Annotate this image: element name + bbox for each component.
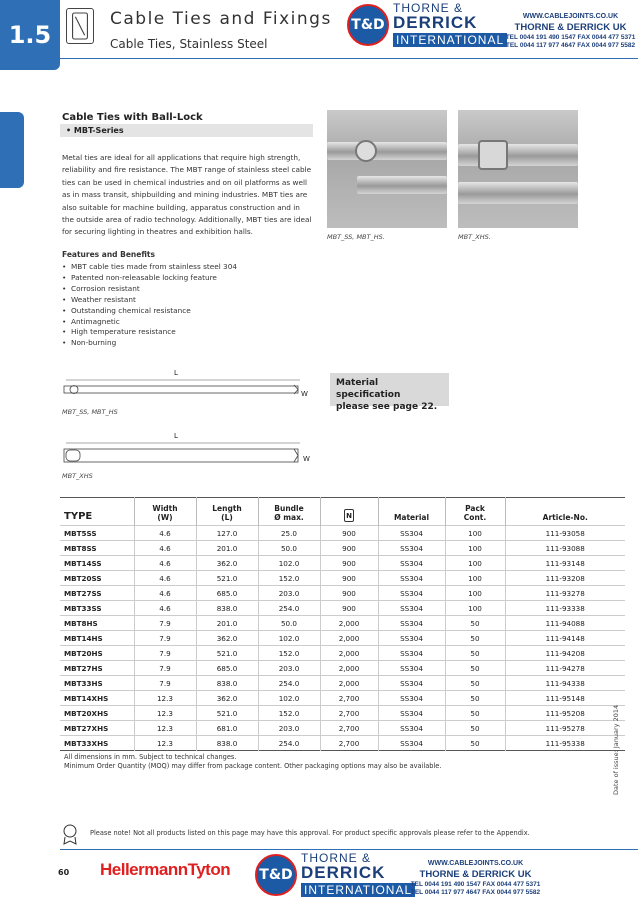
table-cell: 838.0: [196, 601, 258, 616]
table-cell: 100: [445, 601, 505, 616]
table-cell: SS304: [378, 571, 445, 586]
table-row: [60, 541, 625, 556]
feature-item: • Antimagnetic: [62, 317, 312, 328]
thorne-derrick-logo: [347, 2, 507, 47]
footer-contact-block: [408, 860, 543, 897]
footer-tel-line-1: TEL 0044 191 490 1547 FAX 0044 477 5371: [410, 880, 541, 888]
col-bundle: Bundle Ø max.: [258, 498, 320, 526]
drawing2-length-label: L: [174, 432, 178, 440]
table-cell: 111-94278: [505, 661, 625, 676]
table-cell: 203.0: [258, 586, 320, 601]
table-row: [60, 616, 625, 631]
table-header-row: [60, 498, 625, 526]
table-cell: MBT27HS: [60, 661, 134, 676]
feature-item: • Non-burning: [62, 338, 312, 349]
table-notes: [64, 753, 441, 771]
table-cell: MBT5SS: [60, 526, 134, 541]
table-cell: 111-93148: [505, 556, 625, 571]
table-cell: 50: [445, 736, 505, 751]
footer-logo-line-2: DERRICK: [301, 863, 386, 882]
table-cell: 50: [445, 676, 505, 691]
section-number: 1.5: [0, 0, 60, 70]
table-cell: 2,000: [320, 676, 378, 691]
note-dimensions: All dimensions in mm. Subject to technical changes.: [64, 753, 237, 761]
table-cell: 900: [320, 556, 378, 571]
product-description: Metal ties are ideal for all applications that require high strength, reliability and fire resistance. The MBT range of stainless steel cable ties can be used in chemical industries and on oil platforms as well as in mass transit, shipbuilding and mining industries. MBT ties are also suitable for machine building, apparatus construction and in the outside area of radio technology. Additionally, MBT ties are ideal for securing lighting in theatres and exhibition halls.: [62, 153, 312, 237]
company-name: THORNE & DERRICK UK: [514, 21, 627, 33]
table-cell: 50.0: [258, 616, 320, 631]
table-cell: 100: [445, 526, 505, 541]
table-cell: 152.0: [258, 706, 320, 721]
table-cell: 201.0: [196, 616, 258, 631]
table-row: [60, 736, 625, 751]
table-cell: 50: [445, 691, 505, 706]
table-cell: 111-95208: [505, 706, 625, 721]
table-cell: SS304: [378, 676, 445, 691]
table-cell: 900: [320, 541, 378, 556]
table-cell: SS304: [378, 691, 445, 706]
table-cell: 102.0: [258, 631, 320, 646]
table-row: [60, 661, 625, 676]
table-cell: 362.0: [196, 691, 258, 706]
hellermanntyton-logo: HellermannTyton: [100, 860, 231, 879]
table-cell: MBT33SS: [60, 601, 134, 616]
table-cell: 12.3: [134, 736, 196, 751]
table-cell: 50: [445, 706, 505, 721]
table-cell: MBT14SS: [60, 556, 134, 571]
table-cell: MBT20XHS: [60, 706, 134, 721]
footer-website-link[interactable]: WWW.CABLEJOINTS.CO.UK: [427, 860, 524, 867]
cable-tie-icon: [66, 8, 94, 44]
feature-item: • MBT cable ties made from stainless steel 304: [62, 262, 312, 273]
table-cell: 2,700: [320, 736, 378, 751]
table-cell: MBT33XHS: [60, 736, 134, 751]
footer-logo-line-3: INTERNATIONAL: [301, 883, 415, 897]
table-cell: 111-95278: [505, 721, 625, 736]
table-cell: 201.0: [196, 541, 258, 556]
feature-item: • Patented non-releasable locking feature: [62, 273, 312, 284]
table-cell: 685.0: [196, 586, 258, 601]
table-row: [60, 571, 625, 586]
table-cell: 203.0: [258, 721, 320, 736]
footer-td-logo-mark: T&D: [255, 854, 297, 896]
table-cell: 111-94088: [505, 616, 625, 631]
table-cell: 111-94148: [505, 631, 625, 646]
features-heading: Features and Benefits: [62, 250, 155, 259]
photo-caption-1: MBT_SS, MBT_HS.: [327, 233, 385, 241]
table-cell: 111-94208: [505, 646, 625, 661]
table-cell: 900: [320, 586, 378, 601]
table-cell: 254.0: [258, 676, 320, 691]
col-article: Article-No.: [505, 498, 625, 526]
table-cell: 102.0: [258, 691, 320, 706]
table-cell: 521.0: [196, 646, 258, 661]
table-cell: SS304: [378, 736, 445, 751]
table-cell: 4.6: [134, 541, 196, 556]
table-cell: 25.0: [258, 526, 320, 541]
table-cell: MBT20SS: [60, 571, 134, 586]
tel-line-2: TEL 0044 117 977 4647 FAX 0044 977 5582: [505, 41, 636, 49]
table-cell: SS304: [378, 661, 445, 676]
table-cell: 111-94338: [505, 676, 625, 691]
feature-item: • High temperature resistance: [62, 327, 312, 338]
approval-badge-icon: [60, 823, 80, 845]
table-cell: 111-93278: [505, 586, 625, 601]
spec-table: [60, 497, 625, 751]
side-tab-marker: [0, 112, 24, 188]
drawing-caption-2: MBT_XHS: [62, 472, 93, 480]
logo-line-2: DERRICK: [393, 13, 478, 32]
table-cell: 4.6: [134, 586, 196, 601]
table-cell: 111-93088: [505, 541, 625, 556]
table-row: [60, 691, 625, 706]
table-cell: 50: [445, 721, 505, 736]
table-cell: 2,000: [320, 631, 378, 646]
approval-note: Please note! Not all products listed on this page may have this approval. For product specific approvals please refer to the Appendix.: [90, 829, 530, 837]
table-cell: SS304: [378, 556, 445, 571]
table-cell: MBT14HS: [60, 631, 134, 646]
page-number: 60: [58, 868, 70, 877]
header-contact-block: [503, 13, 638, 50]
table-cell: 7.9: [134, 631, 196, 646]
table-cell: 900: [320, 526, 378, 541]
table-cell: 50: [445, 631, 505, 646]
table-cell: MBT33HS: [60, 676, 134, 691]
table-cell: MBT8HS: [60, 616, 134, 631]
table-cell: SS304: [378, 706, 445, 721]
table-row: [60, 631, 625, 646]
table-cell: 685.0: [196, 661, 258, 676]
table-cell: 362.0: [196, 556, 258, 571]
table-row: [60, 646, 625, 661]
table-cell: 838.0: [196, 676, 258, 691]
feature-item: • Corrosion resistant: [62, 284, 312, 295]
table-cell: 50: [445, 661, 505, 676]
note-moq: Minimum Order Quantity (MOQ) may differ from package content. Other packaging options may also be available.: [64, 762, 442, 770]
features-list: [62, 262, 312, 349]
footer-thorne-derrick-logo: [255, 852, 415, 897]
table-row: [60, 721, 625, 736]
table-cell: 4.6: [134, 556, 196, 571]
photo-caption-2: MBT_XHS.: [458, 233, 491, 241]
page-subtitle: Cable Ties, Stainless Steel: [110, 37, 268, 51]
table-row: [60, 706, 625, 721]
table-cell: 4.6: [134, 571, 196, 586]
table-cell: 111-93058: [505, 526, 625, 541]
col-pack: Pack Cont.: [445, 498, 505, 526]
td-logo-mark: T&D: [347, 4, 389, 46]
table-cell: 2,700: [320, 706, 378, 721]
table-cell: 2,700: [320, 691, 378, 706]
footer-logo-line-1: THORNE &: [301, 851, 372, 865]
feature-item: • Weather resistant: [62, 295, 312, 306]
table-row: [60, 601, 625, 616]
table-cell: 50.0: [258, 541, 320, 556]
table-row: [60, 556, 625, 571]
table-cell: 2,000: [320, 646, 378, 661]
table-cell: SS304: [378, 631, 445, 646]
table-cell: SS304: [378, 526, 445, 541]
table-row: [60, 586, 625, 601]
table-cell: 102.0: [258, 556, 320, 571]
table-cell: 254.0: [258, 601, 320, 616]
col-width: Width (W): [134, 498, 196, 526]
material-spec-box: [327, 373, 449, 412]
table-cell: MBT14XHS: [60, 691, 134, 706]
material-spec-line-2: please see page 22.: [336, 402, 438, 412]
series-label: • MBT-Series: [60, 124, 313, 137]
tie-drawing-xhs: [60, 441, 310, 469]
table-cell: 152.0: [258, 571, 320, 586]
table-cell: 203.0: [258, 661, 320, 676]
footer-divider: [60, 849, 638, 850]
table-cell: 100: [445, 541, 505, 556]
material-spec-line-1: Material specification: [336, 378, 401, 400]
footer-tel-line-2: TEL 0044 117 977 4647 FAX 0044 977 5582: [410, 888, 541, 896]
table-cell: 2,000: [320, 616, 378, 631]
product-photo-ss-hs: [327, 110, 447, 228]
table-cell: 50: [445, 616, 505, 631]
table-cell: SS304: [378, 646, 445, 661]
col-tensile: [320, 498, 378, 526]
section-heading: Cable Ties with Ball-Lock: [62, 112, 203, 123]
table-cell: 254.0: [258, 736, 320, 751]
table-cell: 50: [445, 646, 505, 661]
website-link[interactable]: WWW.CABLEJOINTS.CO.UK: [522, 13, 619, 20]
drawing-caption-1: MBT_SS, MBT_HS: [62, 408, 118, 416]
table-cell: 111-95148: [505, 691, 625, 706]
table-cell: MBT27SS: [60, 586, 134, 601]
tel-line-1: TEL 0044 191 490 1547 FAX 0044 477 5371: [505, 33, 636, 41]
col-type: TYPE: [60, 498, 134, 526]
table-cell: 100: [445, 586, 505, 601]
table-row: [60, 676, 625, 691]
table-cell: SS304: [378, 601, 445, 616]
header-divider: [60, 58, 638, 59]
tie-drawing-ss-hs: [60, 378, 310, 400]
table-cell: SS304: [378, 541, 445, 556]
table-cell: MBT8SS: [60, 541, 134, 556]
table-cell: 521.0: [196, 706, 258, 721]
table-cell: 7.9: [134, 616, 196, 631]
table-cell: 4.6: [134, 601, 196, 616]
table-cell: SS304: [378, 721, 445, 736]
date-of-issue: Date of issue: January 2014: [612, 704, 620, 795]
table-cell: 681.0: [196, 721, 258, 736]
logo-line-3: INTERNATIONAL: [393, 33, 507, 47]
col-length: Length (L): [196, 498, 258, 526]
table-cell: 127.0: [196, 526, 258, 541]
feature-item: • Outstanding chemical resistance: [62, 306, 312, 317]
table-cell: 152.0: [258, 646, 320, 661]
table-cell: 838.0: [196, 736, 258, 751]
table-cell: 900: [320, 571, 378, 586]
col-material: Material: [378, 498, 445, 526]
table-cell: 12.3: [134, 706, 196, 721]
footer-company-name: THORNE & DERRICK UK: [419, 868, 532, 880]
table-cell: 2,000: [320, 661, 378, 676]
table-cell: 7.9: [134, 661, 196, 676]
table-row: [60, 526, 625, 541]
table-cell: 111-93208: [505, 571, 625, 586]
table-cell: SS304: [378, 586, 445, 601]
table-cell: 111-95338: [505, 736, 625, 751]
table-cell: 7.9: [134, 676, 196, 691]
table-cell: 521.0: [196, 571, 258, 586]
table-cell: 100: [445, 571, 505, 586]
table-cell: 900: [320, 601, 378, 616]
page-title: Cable Ties and Fixings: [110, 9, 332, 29]
table-cell: MBT20HS: [60, 646, 134, 661]
tensile-strength-icon: N: [344, 509, 354, 522]
table-cell: 362.0: [196, 631, 258, 646]
table-cell: 4.6: [134, 526, 196, 541]
table-cell: 100: [445, 556, 505, 571]
drawing1-width-label: W: [301, 390, 308, 398]
logo-line-1: THORNE &: [393, 1, 464, 15]
table-cell: 12.3: [134, 721, 196, 736]
table-cell: 111-93338: [505, 601, 625, 616]
table-cell: MBT27XHS: [60, 721, 134, 736]
drawing2-width-label: W: [303, 455, 310, 463]
table-cell: 2,700: [320, 721, 378, 736]
product-photo-xhs: [458, 110, 578, 228]
table-cell: 12.3: [134, 691, 196, 706]
table-cell: SS304: [378, 616, 445, 631]
drawing1-length-label: L: [174, 369, 178, 377]
table-cell: 7.9: [134, 646, 196, 661]
